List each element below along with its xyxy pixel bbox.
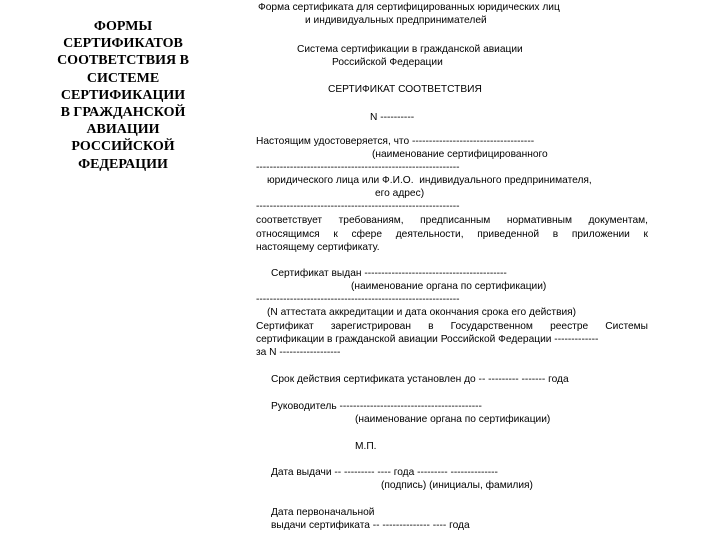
certificate-number: N ----------: [370, 112, 415, 123]
registration-text: сертификации в гражданской авиации Российской Федерации -------------: [256, 334, 599, 345]
section-title-line: АВИАЦИИ: [86, 122, 160, 138]
head-line: Руководитель ------------------------------------------: [271, 401, 482, 412]
issue-date-line: Дата выдачи -- --------- ---- года --------- --------------: [271, 467, 498, 478]
compliance-text: соответствует требованиям, предписанным нормативным документам,: [256, 215, 648, 226]
system-name-line: Российской Федерации: [332, 57, 443, 68]
blank-line: ------------------------------------------------------------: [256, 294, 460, 305]
section-title-line: ФОРМЫ: [93, 19, 153, 34]
field-hint: юридического лица или Ф.И.О. индивидуального предпринимателя,: [267, 175, 592, 186]
section-title-line: СЕРТИФИКАЦИИ: [60, 87, 186, 103]
field-hint: (наименование сертифицированного: [372, 149, 548, 160]
section-title-line: РОССИЙСКОЙ: [71, 139, 175, 155]
field-hint: (наименование органа по сертификации): [351, 281, 547, 292]
field-hint: (N аттестата аккредитации и дата окончания срока его действия): [267, 307, 577, 318]
compliance-text: настоящему сертификату.: [256, 242, 380, 253]
certifies-line: Настоящим удостоверяется, что ------------------------------------: [256, 136, 535, 147]
section-title-line: СООТВЕТСТВИЯ В: [57, 53, 189, 69]
system-name-line: Система сертификации в гражданской авиации: [297, 44, 523, 55]
blank-line: ------------------------------------------------------------: [256, 201, 460, 212]
section-title-line: СИСТЕМЕ: [86, 70, 160, 86]
certificate-title: СЕРТИФИКАТ СООТВЕТСТВИЯ: [328, 84, 482, 95]
compliance-text: относящимся к сфере деятельности, приведенной в приложении к: [256, 229, 648, 240]
section-title-line: В ГРАЖДАНСКОЙ: [60, 105, 186, 121]
field-hint: (наименование органа по сертификации): [355, 414, 551, 425]
stamp-label: М.П.: [355, 441, 377, 452]
section-title-line: ФЕДЕРАЦИИ: [78, 156, 168, 172]
form-header-line: и индивидуальных предпринимателей: [305, 15, 487, 26]
field-hint: (подпись) (инициалы, фамилия): [381, 480, 533, 491]
form-header-line: Форма сертификата для сертифицированных юридических лиц: [258, 2, 560, 13]
registration-text: Сертификат зарегистрирован в Государственном реестре Системы: [256, 321, 648, 332]
registration-number: за N ------------------: [256, 347, 341, 358]
blank-line: ------------------------------------------------------------: [256, 162, 460, 173]
field-hint: его адрес): [375, 188, 425, 199]
issued-by-line: Сертификат выдан ------------------------------------------: [271, 268, 507, 279]
first-issue-line: выдачи сертификата -- -------------- ---- года: [271, 520, 470, 531]
first-issue-line: Дата первоначальной: [271, 507, 375, 518]
section-title-line: СЕРТИФИКАТОВ: [63, 36, 183, 52]
validity-line: Срок действия сертификата установлен до -- --------- ------- года: [271, 374, 569, 385]
